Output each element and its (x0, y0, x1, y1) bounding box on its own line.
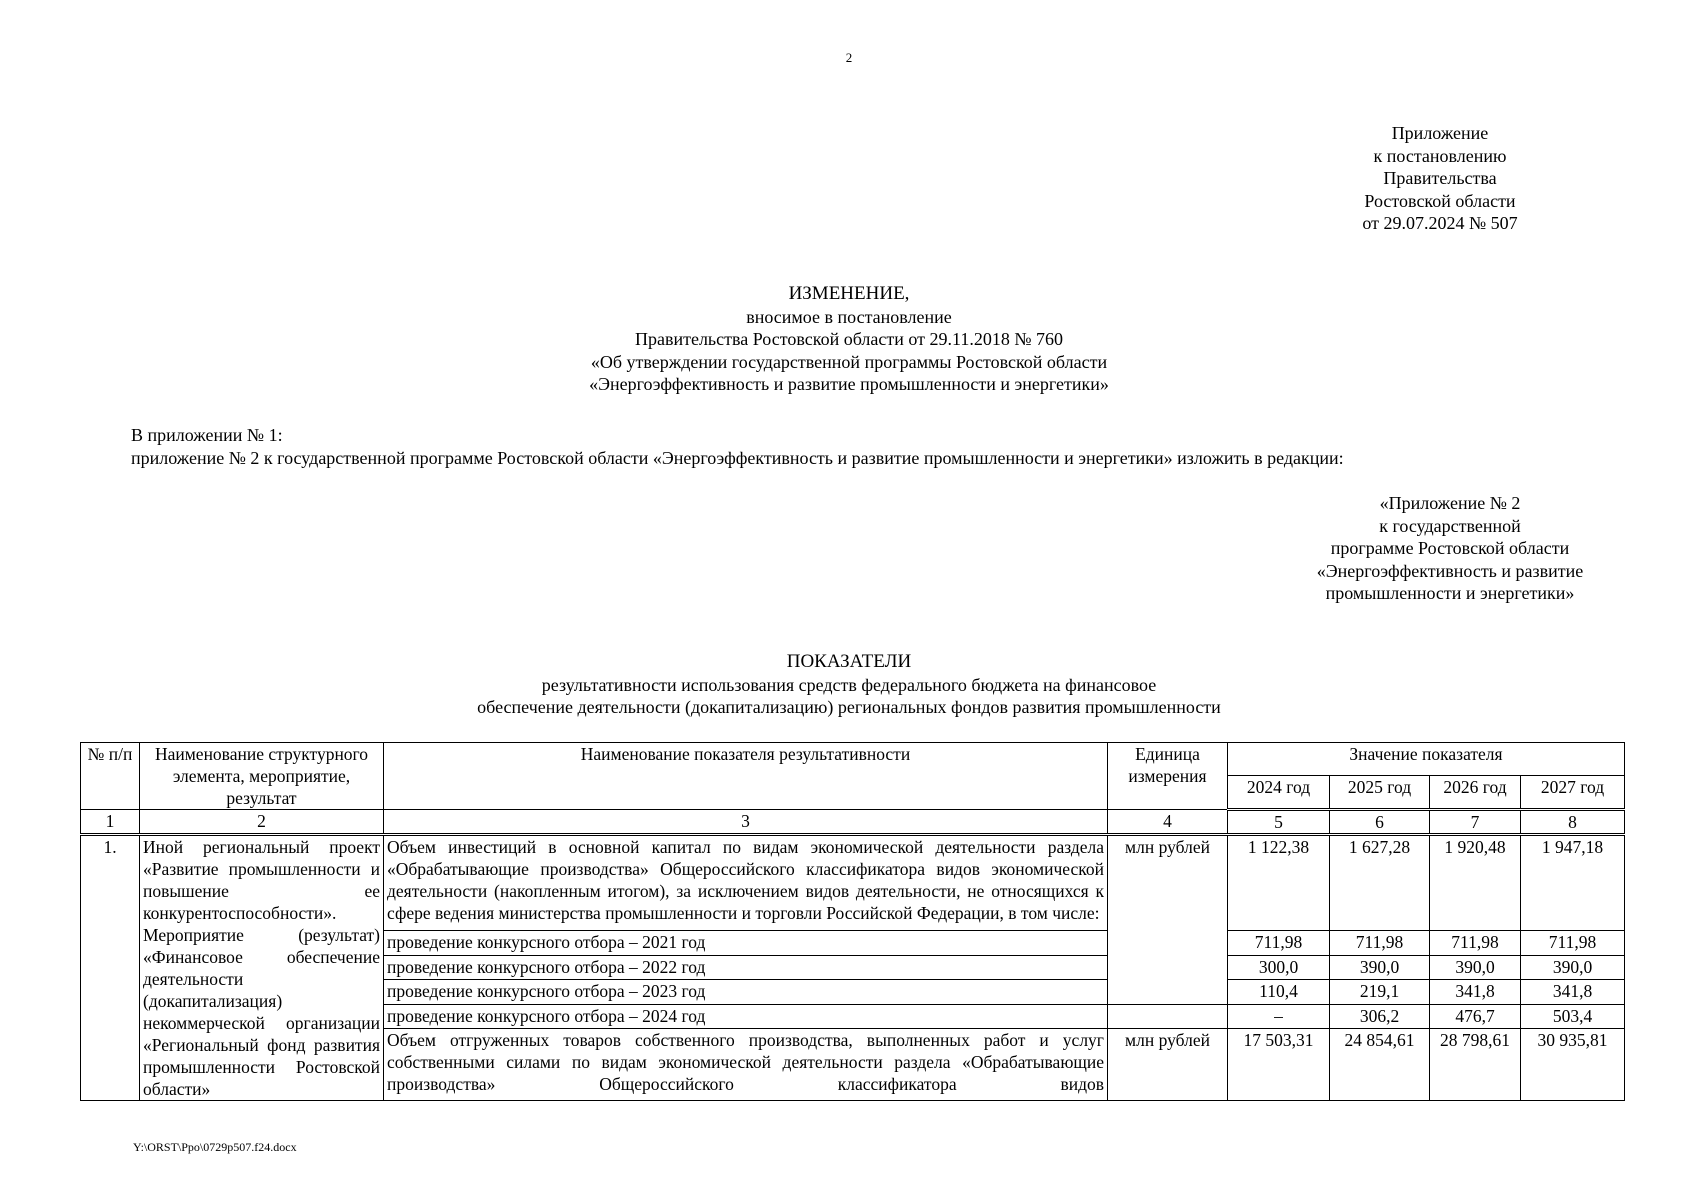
column-number: 5 (1228, 810, 1330, 835)
change-line: «Об утверждении государственной программы Ростовской области (590, 351, 1108, 372)
value-2024: 300,0 (1228, 955, 1330, 980)
value-2026: 476,7 (1430, 1004, 1521, 1029)
intro-line-2: приложение № 2 к государственной программе Ростовской области «Энергоэффективность и развитие промышленности и энергетики» изложить в редакции: (131, 448, 1344, 468)
value-2027: 711,98 (1521, 931, 1625, 956)
header-value: Значение показателя (1228, 743, 1625, 776)
appendix-2-note (1270, 492, 1630, 605)
value-2025: 306,2 (1330, 1004, 1430, 1029)
appendix-2-line: «Приложение № 2 (1379, 493, 1521, 513)
appendix-line: Правительства (1383, 168, 1497, 188)
header-unit: Единица измерения (1108, 743, 1228, 810)
change-heading: ИЗМЕНЕНИЕ, (788, 283, 910, 304)
appendix-2-line: программе Ростовской области (1330, 538, 1570, 558)
value-2026: 341,8 (1430, 980, 1521, 1005)
change-line: Правительства Ростовской области от 29.11.2018 № 760 (634, 329, 1064, 349)
appendix-line: Приложение (1391, 123, 1489, 143)
indicators-line: обеспечение деятельности (докапитализацию) региональных фондов развития промышленности (477, 697, 1221, 717)
value-2027: 341,8 (1521, 980, 1625, 1005)
intro-text (131, 424, 1344, 470)
column-number: 7 (1430, 810, 1521, 835)
appendix-line: от 29.07.2024 № 507 (1362, 213, 1518, 233)
indicators-heading: ПОКАЗАТЕЛИ (786, 651, 912, 672)
value-2024: 110,4 (1228, 980, 1330, 1005)
indicator-name: проведение конкурсного отбора – 2021 год (384, 931, 1108, 956)
header-no: № п/п (81, 743, 140, 810)
column-number: 4 (1108, 810, 1228, 835)
appendix-2-line: промышленности и энергетики» (1325, 583, 1575, 603)
value-2026: 711,98 (1430, 931, 1521, 956)
indicator-name: проведение конкурсного отбора – 2023 год (384, 980, 1108, 1005)
value-2027: 503,4 (1521, 1004, 1625, 1029)
unit: млн рублей (1108, 1029, 1228, 1101)
value-2025: 1 627,28 (1330, 835, 1430, 931)
table-row (81, 835, 1625, 931)
unit-empty (1108, 1004, 1228, 1029)
indicator-name: проведение конкурсного отбора – 2022 год (384, 955, 1108, 980)
appendix-2-line: к государственной (1379, 515, 1521, 536)
column-number: 1 (81, 810, 140, 835)
column-number: 8 (1521, 810, 1625, 835)
file-path-footer: Y:\ORST\Ppo\0729p507.f24.docx (133, 1140, 297, 1154)
appendix-2-line: «Энергоэффективность и развитие (1316, 560, 1584, 581)
column-number: 6 (1330, 810, 1430, 835)
value-2027: 30 935,81 (1521, 1029, 1625, 1101)
column-number: 3 (384, 810, 1108, 835)
value-2026: 1 920,48 (1430, 835, 1521, 931)
column-number: 2 (140, 810, 384, 835)
row-number: 1. (81, 835, 140, 1101)
change-line: «Энергоэффективность и развитие промышленности и энергетики» (589, 374, 1109, 394)
value-2026: 390,0 (1430, 955, 1521, 980)
indicators-table (80, 742, 1625, 1101)
header-year: 2025 год (1330, 775, 1430, 809)
header-element: Наименование структурного элемента, мероприятие, результат (140, 743, 384, 810)
value-2027: 390,0 (1521, 955, 1625, 980)
value-2024: 17 503,31 (1228, 1029, 1330, 1101)
indicators-title (349, 651, 1349, 719)
value-2025: 24 854,61 (1330, 1029, 1430, 1101)
header-year: 2024 год (1228, 775, 1330, 809)
intro-line-1: В приложении № 1: (131, 425, 283, 445)
header-year: 2026 год (1430, 775, 1521, 809)
indicator-name: проведение конкурсного отбора – 2024 год (384, 1004, 1108, 1029)
value-2024: 1 122,38 (1228, 835, 1330, 931)
change-title (449, 283, 1249, 396)
table-header-row (81, 743, 1625, 776)
appendix-line: Ростовской области (1364, 190, 1516, 211)
appendix-note (1320, 122, 1560, 235)
unit: млн рублей (1108, 835, 1228, 1005)
change-line: вносимое в постановление (746, 306, 952, 327)
indicators-line: результативности использования средств федерального бюджета на финансовое (541, 674, 1157, 695)
value-2024: 711,98 (1228, 931, 1330, 956)
header-year: 2027 год (1521, 775, 1625, 809)
value-2025: 711,98 (1330, 931, 1430, 956)
column-numbers-row (81, 810, 1625, 835)
indicator-name: Объем отгруженных товаров собственного производства, выполненных работ и услуг собственными силами по видам экономической деятельности раздела «Обрабатывающие производства» Общероссийского классификатора видов (384, 1029, 1108, 1101)
value-2027: 1 947,18 (1521, 835, 1625, 931)
value-2024: – (1228, 1004, 1330, 1029)
value-2026: 28 798,61 (1430, 1029, 1521, 1101)
structural-element: Иной региональный проект «Развитие промышленности и повышение ее конкурентоспособности». Мероприятие (результат) «Финансовое обеспечение деятельности (докапитализация) некоммерческой организации «Региональный фонд развития промышленности Ростовской области» (140, 835, 384, 1101)
value-2025: 219,1 (1330, 980, 1430, 1005)
header-indicator: Наименование показателя результативности (384, 743, 1108, 810)
indicator-name: Объем инвестиций в основной капитал по видам экономической деятельности раздела «Обрабатывающие производства» Общероссийского классификатора видов экономической деятельности (накопленным итогом), за исключением видов деятельности, не относящихся к сфере ведения министерства промышленности и торговли Российской Федерации, в том числе: (384, 835, 1108, 931)
value-2025: 390,0 (1330, 955, 1430, 980)
page-number: 2 (845, 50, 853, 65)
appendix-line: к постановлению (1373, 145, 1507, 166)
